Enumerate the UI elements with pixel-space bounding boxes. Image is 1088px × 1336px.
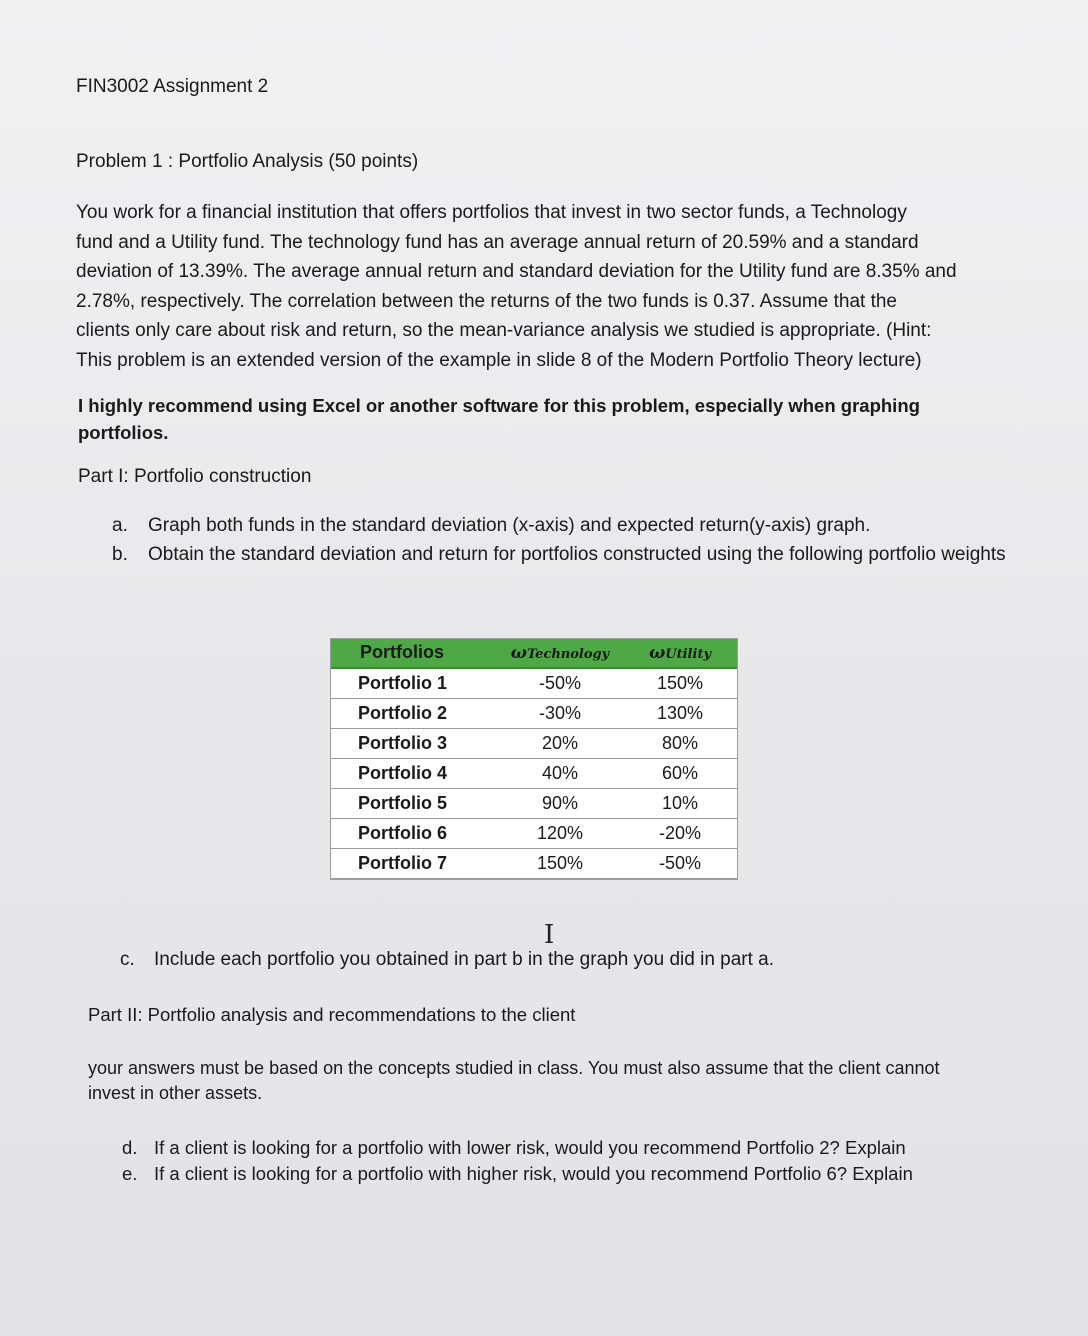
list-marker: c. xyxy=(120,949,135,970)
list-item-e xyxy=(122,1160,1022,1188)
technology-weight-cell: -50% xyxy=(498,668,622,699)
column-header-portfolios: Portfolios xyxy=(330,638,498,668)
portfolio-name-cell: Portfolio 4 xyxy=(330,759,498,789)
table-row xyxy=(330,819,738,849)
table-row xyxy=(330,729,738,759)
table-row xyxy=(330,668,738,699)
subscript-technology: Technology xyxy=(526,646,610,662)
omega-symbol: ω xyxy=(510,642,527,663)
column-header-technology-weight xyxy=(498,638,622,668)
list-item-text: Obtain the standard deviation and return for portfolios constructed using the following portfolio weights xyxy=(148,544,1006,565)
table-row xyxy=(330,699,738,729)
technology-weight-cell: 150% xyxy=(498,849,622,879)
utility-weight-cell: 10% xyxy=(622,789,738,819)
problem-intro xyxy=(76,198,1026,376)
portfolio-name-cell: Portfolio 7 xyxy=(330,849,498,879)
document-title: FIN3002 Assignment 2 xyxy=(76,76,269,97)
technology-weight-cell: 120% xyxy=(498,819,622,849)
intro-line: This problem is an extended version of the example in slide 8 of the Modern Portfolio Theory lecture) xyxy=(76,349,922,371)
intro-line: clients only care about risk and return, so the mean-variance analysis we studied is appropriate. (Hint: xyxy=(76,320,932,342)
list-marker: d. xyxy=(122,1137,138,1158)
portfolio-name-cell: Portfolio 5 xyxy=(330,789,498,819)
table-row xyxy=(330,759,738,789)
intro-line: You work for a financial institution that offers portfolios that invest in two sector funds, a Technology xyxy=(76,202,907,223)
intro-line: deviation of 13.39%. The average annual return and standard deviation for the Utility fund are 8.35% and xyxy=(76,261,957,283)
technology-weight-cell: 40% xyxy=(498,759,622,789)
list-item-text: Include each portfolio you obtained in part b in the graph you did in part a. xyxy=(154,949,775,970)
list-marker: a. xyxy=(112,515,128,536)
utility-weight-cell: -20% xyxy=(622,819,738,849)
list-item-b xyxy=(112,541,1012,601)
list-marker: b. xyxy=(112,544,128,565)
portfolio-name-cell: Portfolio 2 xyxy=(330,699,498,729)
list-item-text: If a client is looking for a portfolio with higher risk, would you recommend Portfolio 6? Explain xyxy=(154,1163,913,1184)
subscript-utility: Utility xyxy=(665,646,711,662)
software-recommendation: I highly recommend using Excel or another software for this problem, especially when graphing portfolios. xyxy=(78,395,920,443)
list-marker: e. xyxy=(122,1163,138,1184)
table-row xyxy=(330,789,738,819)
list-item-text: Graph both funds in the standard deviation (x-axis) and expected return(y-axis) graph. xyxy=(148,515,871,536)
technology-weight-cell: 20% xyxy=(498,729,622,759)
utility-weight-cell: 80% xyxy=(622,729,738,759)
table-header-row xyxy=(330,638,738,668)
utility-weight-cell: 150% xyxy=(622,668,738,699)
utility-weight-cell: 130% xyxy=(622,699,738,729)
omega-symbol: ω xyxy=(649,642,666,663)
intro-line: 2.78%, respectively. The correlation between the returns of the two funds is 0.37. Assume that the xyxy=(76,290,897,312)
table-row xyxy=(330,849,738,879)
utility-weight-cell: 60% xyxy=(622,759,738,789)
portfolio-name-cell: Portfolio 6 xyxy=(330,819,498,849)
portfolio-weights-table xyxy=(330,638,738,879)
list-item-a xyxy=(112,512,1012,542)
problem-title: Problem 1 : Portfolio Analysis (50 points) xyxy=(76,151,419,172)
intro-line: fund and a Utility fund. The technology fund has an average annual return of 20.59% and a standard xyxy=(76,231,919,253)
technology-weight-cell: 90% xyxy=(498,789,622,819)
portfolio-name-cell: Portfolio 3 xyxy=(330,729,498,759)
technology-weight-cell: -30% xyxy=(498,699,622,729)
list-item-c xyxy=(120,946,1020,976)
list-item-d xyxy=(122,1134,1022,1162)
portfolio-name-cell: Portfolio 1 xyxy=(330,668,498,699)
text-cursor-icon: I xyxy=(544,920,555,950)
column-header-utility-weight xyxy=(622,638,738,668)
list-item-text: If a client is looking for a portfolio with lower risk, would you recommend Portfolio 2? Explain xyxy=(154,1137,906,1158)
part1-heading: Part I: Portfolio construction xyxy=(78,466,312,487)
utility-weight-cell: -50% xyxy=(622,849,738,879)
part2-heading: Part II: Portfolio analysis and recommendations to the client xyxy=(88,1004,576,1025)
part2-note: your answers must be based on the concepts studied in class. You must also assume that the client cannot invest in other assets. xyxy=(88,1058,940,1103)
